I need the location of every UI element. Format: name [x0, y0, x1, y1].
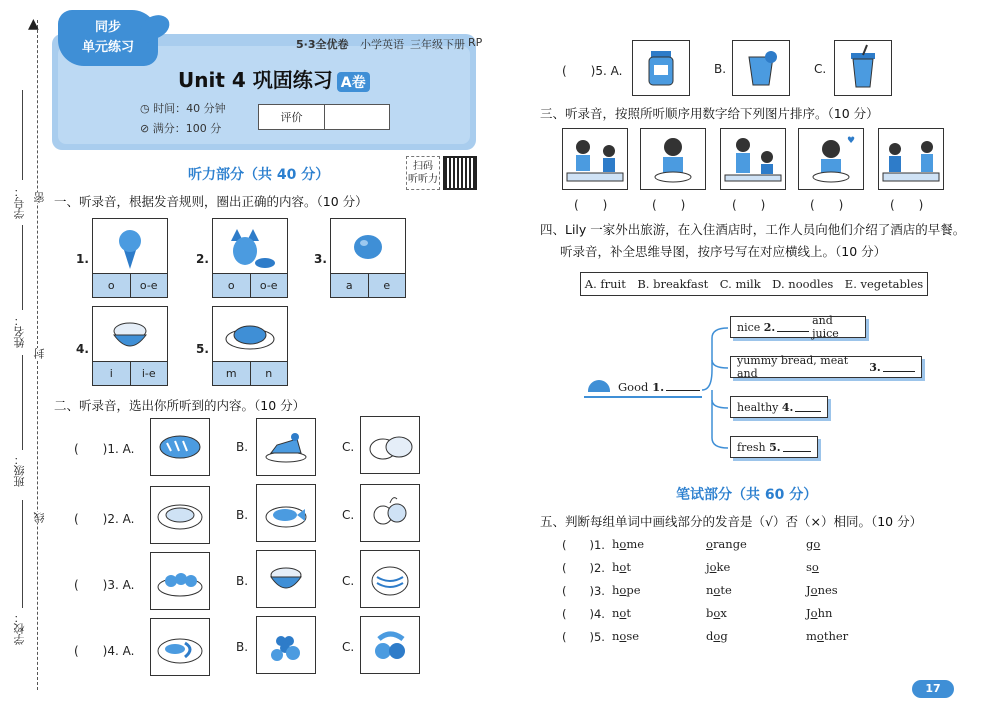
q5-prompt: 五、判断每组单词中画线部分的发音是（√）否（×）相同。（10 分）: [540, 514, 923, 529]
option-c-label: C.: [342, 508, 355, 522]
q5-word: joke: [706, 560, 731, 574]
option-a[interactable]: a: [345, 279, 353, 292]
grade-label: 三年级下册: [410, 38, 465, 51]
jar-icon: [633, 41, 689, 95]
option-c-image[interactable]: [360, 616, 420, 674]
bread-icon: [151, 419, 209, 475]
option-i[interactable]: i: [109, 367, 113, 380]
mother-child-icon: [721, 129, 785, 189]
rice-bowl-icon: [257, 551, 315, 607]
sync-badge: 同步 单元练习: [58, 10, 158, 66]
order-blank-1[interactable]: ( ): [574, 198, 608, 212]
option-a-image[interactable]: [632, 40, 690, 96]
option-a-image[interactable]: [150, 486, 210, 544]
q2-row-label: ( )5. A.: [562, 64, 623, 78]
q4-prompt-line2: 听录音，补全思维导图，按序号写在对应横线上。（10 分）: [560, 244, 887, 259]
q3-prompt: 三、听录音，按照所听顺序用数字给下列图片排序。（10 分）: [540, 106, 879, 121]
option-n[interactable]: n: [250, 362, 288, 385]
mindmap-branch-3: yummy bread, meat and 3.: [730, 356, 922, 378]
option-o-e[interactable]: o-e: [130, 274, 168, 297]
boy-eating-icon: [641, 129, 705, 189]
series-name: 5·3全优卷: [296, 38, 349, 51]
q1-item-number: 4.: [76, 342, 89, 356]
q5-word: dog: [706, 629, 728, 643]
blank-2[interactable]: [777, 322, 808, 332]
option-c-label: C.: [342, 640, 355, 654]
full-score: ⊘ 满分：100 分: [140, 122, 222, 135]
cake-icon: [257, 419, 315, 475]
q5-word: Jones: [806, 583, 838, 597]
option-b-label: B.: [714, 62, 727, 76]
q5-word: box: [706, 606, 727, 620]
q1-prompt: 一、听录音，根据发音规则，圈出正确的内容。（10 分）: [54, 194, 368, 209]
option-c-image[interactable]: [360, 416, 420, 474]
q2-row-label: ( )3. A.: [74, 578, 135, 592]
option-c-label: C.: [342, 574, 355, 588]
mindmap-branch-4: healthy 4.: [730, 396, 828, 418]
egg-icon: [331, 219, 405, 273]
fish-dish-icon: [257, 485, 315, 541]
q2-prompt: 二、听录音，选出你所听到的内容。（10 分）: [54, 398, 306, 413]
q5-row-label[interactable]: ( )1.: [562, 538, 605, 552]
written-heading: 笔试部分（共 60 分）: [676, 487, 818, 503]
option-b-label: B.: [236, 508, 249, 522]
q5-word: John: [806, 606, 833, 620]
option-b-image[interactable]: [256, 616, 316, 674]
order-blank-3[interactable]: ( ): [732, 198, 766, 212]
q5-word: hope: [612, 583, 641, 597]
fruit-icon: [361, 617, 419, 673]
q1-card-2: [212, 218, 288, 298]
option-a-image[interactable]: [150, 618, 210, 676]
juice-icon: [733, 41, 789, 95]
option-o-e[interactable]: o-e: [250, 274, 288, 297]
option-o[interactable]: o: [227, 279, 235, 292]
dumplings-icon: [151, 553, 209, 609]
rice-plate-icon: [151, 487, 209, 543]
q5-row-label[interactable]: ( )2.: [562, 561, 605, 575]
steak-icon: [213, 307, 287, 361]
option-b-image[interactable]: [256, 484, 316, 542]
subject-label: 小学英语: [360, 38, 404, 51]
student-id-label: 学号：: [13, 186, 26, 219]
q1-item-number: 1.: [76, 252, 89, 266]
class-label: 班级：: [13, 454, 26, 487]
option-c-image[interactable]: [834, 40, 892, 96]
blank-4[interactable]: [795, 402, 821, 412]
order-blank-5[interactable]: ( ): [890, 198, 924, 212]
q5-word: not: [612, 606, 631, 620]
noodles-icon: [361, 551, 419, 607]
evaluation-box: [258, 104, 390, 130]
q5-row-label[interactable]: ( )5.: [562, 630, 605, 644]
family-table-icon: [879, 129, 943, 189]
eval-field[interactable]: [325, 105, 389, 129]
order-blank-4[interactable]: ( ): [810, 198, 844, 212]
option-a-image[interactable]: [150, 552, 210, 610]
q1-card-4: [92, 306, 168, 386]
order-blank-2[interactable]: ( ): [652, 198, 686, 212]
q4-prompt-line1: 四、Lily 一家外出旅游，在入住酒店时，工作人员向他们介绍了酒店的早餐。: [540, 222, 966, 237]
name-field[interactable]: [22, 225, 23, 310]
clock-icon: ◷: [140, 102, 154, 115]
scene-image-4: [798, 128, 864, 190]
seafood-icon: [151, 619, 209, 675]
ice-cream-icon: [93, 219, 167, 273]
option-i-e[interactable]: i-e: [130, 362, 168, 385]
seal-mark-2: 封: [33, 348, 46, 359]
seal-mark-1: 密: [33, 192, 46, 203]
q1-item-number: 2.: [196, 252, 209, 266]
option-b-image[interactable]: [256, 418, 316, 476]
family-eating-icon: [563, 129, 627, 189]
q5-row-label[interactable]: ( )3.: [562, 584, 605, 598]
q5-word: mother: [806, 629, 849, 643]
q1-item-number: 5.: [196, 342, 209, 356]
blank-5[interactable]: [783, 442, 811, 452]
mindmap-center: Good 1.: [584, 380, 702, 398]
q5-word: go: [806, 537, 821, 551]
scan-label: 扫码 听听力: [406, 156, 440, 190]
rice-bowl-icon: [93, 307, 167, 361]
blank-3[interactable]: [883, 362, 915, 372]
option-c-image[interactable]: [360, 550, 420, 608]
check-circle-icon: ⊘: [140, 122, 153, 135]
version-tag: A卷: [337, 72, 370, 92]
q5-word: nose: [612, 629, 640, 643]
edition-label: RP: [468, 36, 483, 49]
blank-1[interactable]: [666, 381, 700, 391]
option-b-label: B.: [236, 640, 249, 654]
option-e[interactable]: e: [368, 274, 406, 297]
option-m[interactable]: m: [225, 367, 237, 380]
option-a-image[interactable]: [150, 418, 210, 476]
q2-row-label: ( )2. A.: [74, 512, 135, 526]
q1-card-3: [330, 218, 406, 298]
option-b-label: B.: [236, 440, 249, 454]
grapes-icon: [257, 617, 315, 673]
option-b-image[interactable]: [732, 40, 790, 96]
option-c-label: C.: [342, 440, 355, 454]
q5-word: so: [806, 560, 819, 574]
option-c-image[interactable]: [360, 484, 420, 542]
qr-code-icon[interactable]: [443, 156, 477, 190]
page-title: Unit 4 巩固练习 A卷: [178, 64, 370, 93]
seal-mark-3: 线: [33, 512, 46, 523]
class-field[interactable]: [22, 355, 23, 450]
eval-label: 评价: [259, 105, 325, 129]
mindmap-branch-2: nice 2. and juice: [730, 316, 866, 338]
vegetables-icon: [361, 485, 419, 541]
word-bank: A. fruit B. breakfast C. milk D. noodles E. vegetables: [580, 272, 928, 296]
q5-word: home: [612, 537, 645, 551]
q1-item-number: 3.: [314, 252, 327, 266]
girl-eating-icon: [799, 129, 863, 189]
page-number: 17: [912, 680, 954, 698]
q1-card-5: [212, 306, 288, 386]
q5-row-label[interactable]: ( )4.: [562, 607, 605, 621]
q2-row-label: ( )4. A.: [74, 644, 135, 658]
q5-word: note: [706, 583, 732, 597]
name-label: 姓名：: [13, 315, 26, 348]
option-o[interactable]: o: [107, 279, 115, 292]
svg-text:♥: ♥: [847, 136, 856, 146]
time-limit: ◷ 时间：40 分钟: [140, 102, 226, 115]
scene-image-2: [640, 128, 706, 190]
rocket-icon: ▲: [28, 16, 39, 32]
q1-card-1: [92, 218, 168, 298]
option-b-label: B.: [236, 574, 249, 588]
school-field[interactable]: [22, 500, 23, 608]
scene-image-3: [720, 128, 786, 190]
student-id-field[interactable]: [22, 90, 23, 180]
q5-word: orange: [706, 537, 747, 551]
fox-icon: [213, 219, 287, 273]
cup-icon: [835, 41, 891, 95]
option-c-label: C.: [814, 62, 827, 76]
q2-row-label: ( )1. A.: [74, 442, 135, 456]
mindmap-branch-5: fresh 5.: [730, 436, 818, 458]
school-label: 学校：: [13, 612, 26, 645]
option-b-image[interactable]: [256, 550, 316, 608]
q5-word: hot: [612, 560, 631, 574]
buns-icon: [361, 417, 419, 473]
listening-heading: 听力部分（共 40 分）: [188, 167, 330, 183]
scene-image-1: [562, 128, 628, 190]
scene-image-5: [878, 128, 944, 190]
